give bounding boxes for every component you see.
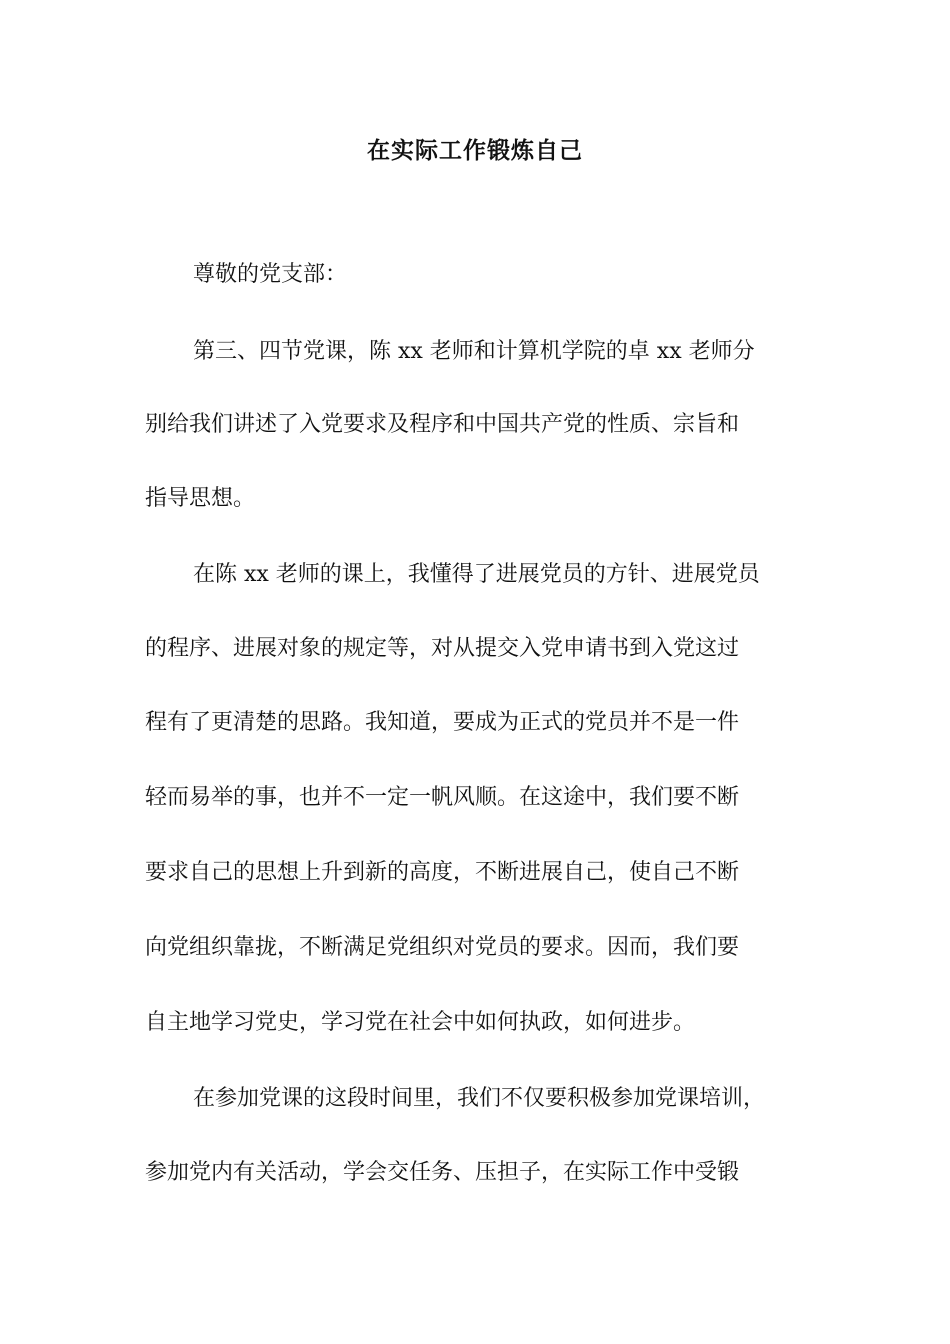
paragraph-line: 指导思想。	[145, 486, 256, 511]
paragraph-line: 第三、四节党课，陈 xx 老师和计算机学院的卓 xx 老师分	[193, 339, 755, 364]
paragraph-line: 向党组织靠拢，不断满足党组织对党员的要求。因而，我们要	[145, 935, 740, 960]
paragraph-line: 在参加党课的这段时间里，我们不仅要积极参加党课培训，	[193, 1086, 766, 1111]
paragraph-line: 在陈 xx 老师的课上，我懂得了进展党员的方针、进展党员	[193, 562, 760, 587]
paragraph-line: 要求自己的思想上升到新的高度，不断进展自己，使自己不断	[145, 860, 740, 885]
document-title: 在实际工作锻炼自己	[367, 137, 583, 164]
paragraph-line: 轻而易举的事，也并不一定一帆风顺。在这途中，我们要不断	[145, 785, 740, 810]
paragraph-line: 参加党内有关活动，学会交任务、压担子，在实际工作中受锻	[145, 1160, 740, 1185]
paragraph-line: 的程序、进展对象的规定等，对从提交入党申请书到入党这过	[145, 636, 740, 661]
paragraph-line: 自主地学习党史，学习党在社会中如何执政，如何进步。	[145, 1010, 696, 1035]
paragraph-line: 别给我们讲述了入党要求及程序和中国共产党的性质、宗旨和	[145, 412, 740, 437]
salutation: 尊敬的党支部：	[193, 262, 348, 287]
paragraph-line: 程有了更清楚的思路。我知道，要成为正式的党员并不是一件	[145, 710, 740, 735]
